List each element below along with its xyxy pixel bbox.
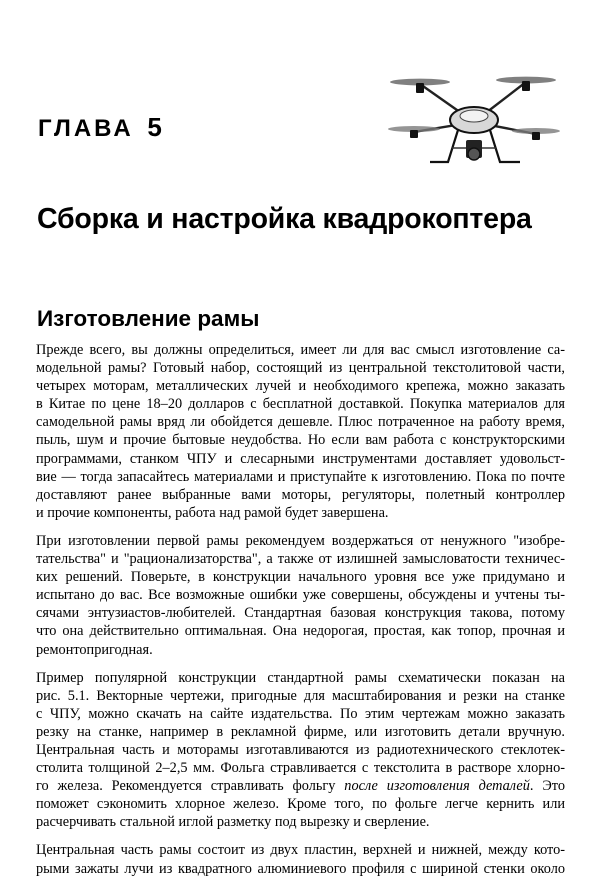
text-line: программами, станком ЧПУ и слесарными инструментами доставляет удовольст- [36,450,565,467]
text-line: испытано до вас. Все возможные ошибки уже совершены, обсуждены и учтены ты- [36,587,565,604]
text-line: Центральная часть и моторамы изготавливаются из радиотехнического стеклотек- [36,741,565,758]
text-line: рис. 5.1. Векторные чертежи, пригодные для масштабирования и резки на станке [36,687,565,704]
paragraph [36,341,565,522]
text-line: столита толщиной 2–2,5 мм. Фольга стравливается с текстолита в растворе хлорно- [36,760,565,777]
text-line: что она действительно оптимальная. Она недорогая, простая, как топор, прочная и [36,623,565,640]
text-line: Пример популярной конструкции стандартной рамы схематически показан на [36,669,565,686]
text-line: четырех моторам, металлических лучей и необходимого крепежа, можно заказать [36,378,565,395]
section-heading: Изготовление рамы [37,306,260,331]
text-line: При изготовлении первой рамы рекомендуем воздержаться от ненужного "изобре- [36,532,565,549]
paragraph [36,532,565,659]
text-line: с ЧПУ, можно скачать на сайте издательства. По этим чертежам можно заказать [36,705,565,722]
text-line: вие — тогда запасайтесь материалами и приступайте к изготовлению. Пока по почте [36,468,565,485]
text-line: пыль, шум и прочие бытовые неудобства. Но если вам работа с конструкторскими [36,432,565,449]
text-line: в Китае по цене 18–20 долларов с бесплатной доставкой. Покупка материалов для [36,396,565,413]
text-line: поможет сэкономить хлорное железо. Кроме того, по фольге легче кернить или [36,796,565,813]
text-line: и прочие компоненты, работа над рамой будет завершена. [36,504,389,521]
chapter-number: 5 [147,112,162,142]
quadcopter-illustration [386,62,562,188]
chapter-label [38,112,162,143]
text-line: доставляют ранее выбранные вами моторы, регуляторы, полетный контроллер [36,486,565,503]
text-line: Центральная часть рамы состоит из двух пластин, верхней и нижней, между кото- [36,842,565,859]
text-line: рыми зажаты лучи из квадратного алюминиевого профиля с шириной стенки около [36,860,565,877]
text-line: Прежде всего, вы должны определиться, имеет ли для вас смысл изготовление са- [36,342,565,358]
chapter-word: ГЛАВА [38,115,134,142]
text-line: го железа. Рекомендуется стравливать фольгу после изготовления деталей. Это [36,778,565,795]
text-line: расчерчивать стальной иглой разметку под вырезку и сверление. [36,814,430,831]
text-line: сячами энтузиастов-любителей. Стандартная базовая конструкция такова, потому [36,605,565,622]
text-line: модельной рамы? Готовый набор, состоящий из центральной текстолитовой части, [36,360,565,377]
chapter-title: Сборка и настройка квадрокоптера [37,203,532,235]
text-line: резку на станке, например в рекламной фирме, или изготовить детали вручную. [36,723,565,740]
text-line: ремонтопригодная. [36,641,153,658]
emphasized-text: после изготовления деталей [344,778,530,795]
paragraph [36,841,565,877]
text-line: ких решений. Поверьте, в конструкции начального уровня все уже придумано и [36,569,565,586]
text-line: самодельной рамы вряд ли обойдется дешевле. Плюс потраченное на работу время, [36,414,565,431]
text-line: тательства" и "рационализаторства", а также от излишней замысловатости техничес- [36,551,565,568]
body-text [36,341,565,888]
paragraph [36,669,565,832]
